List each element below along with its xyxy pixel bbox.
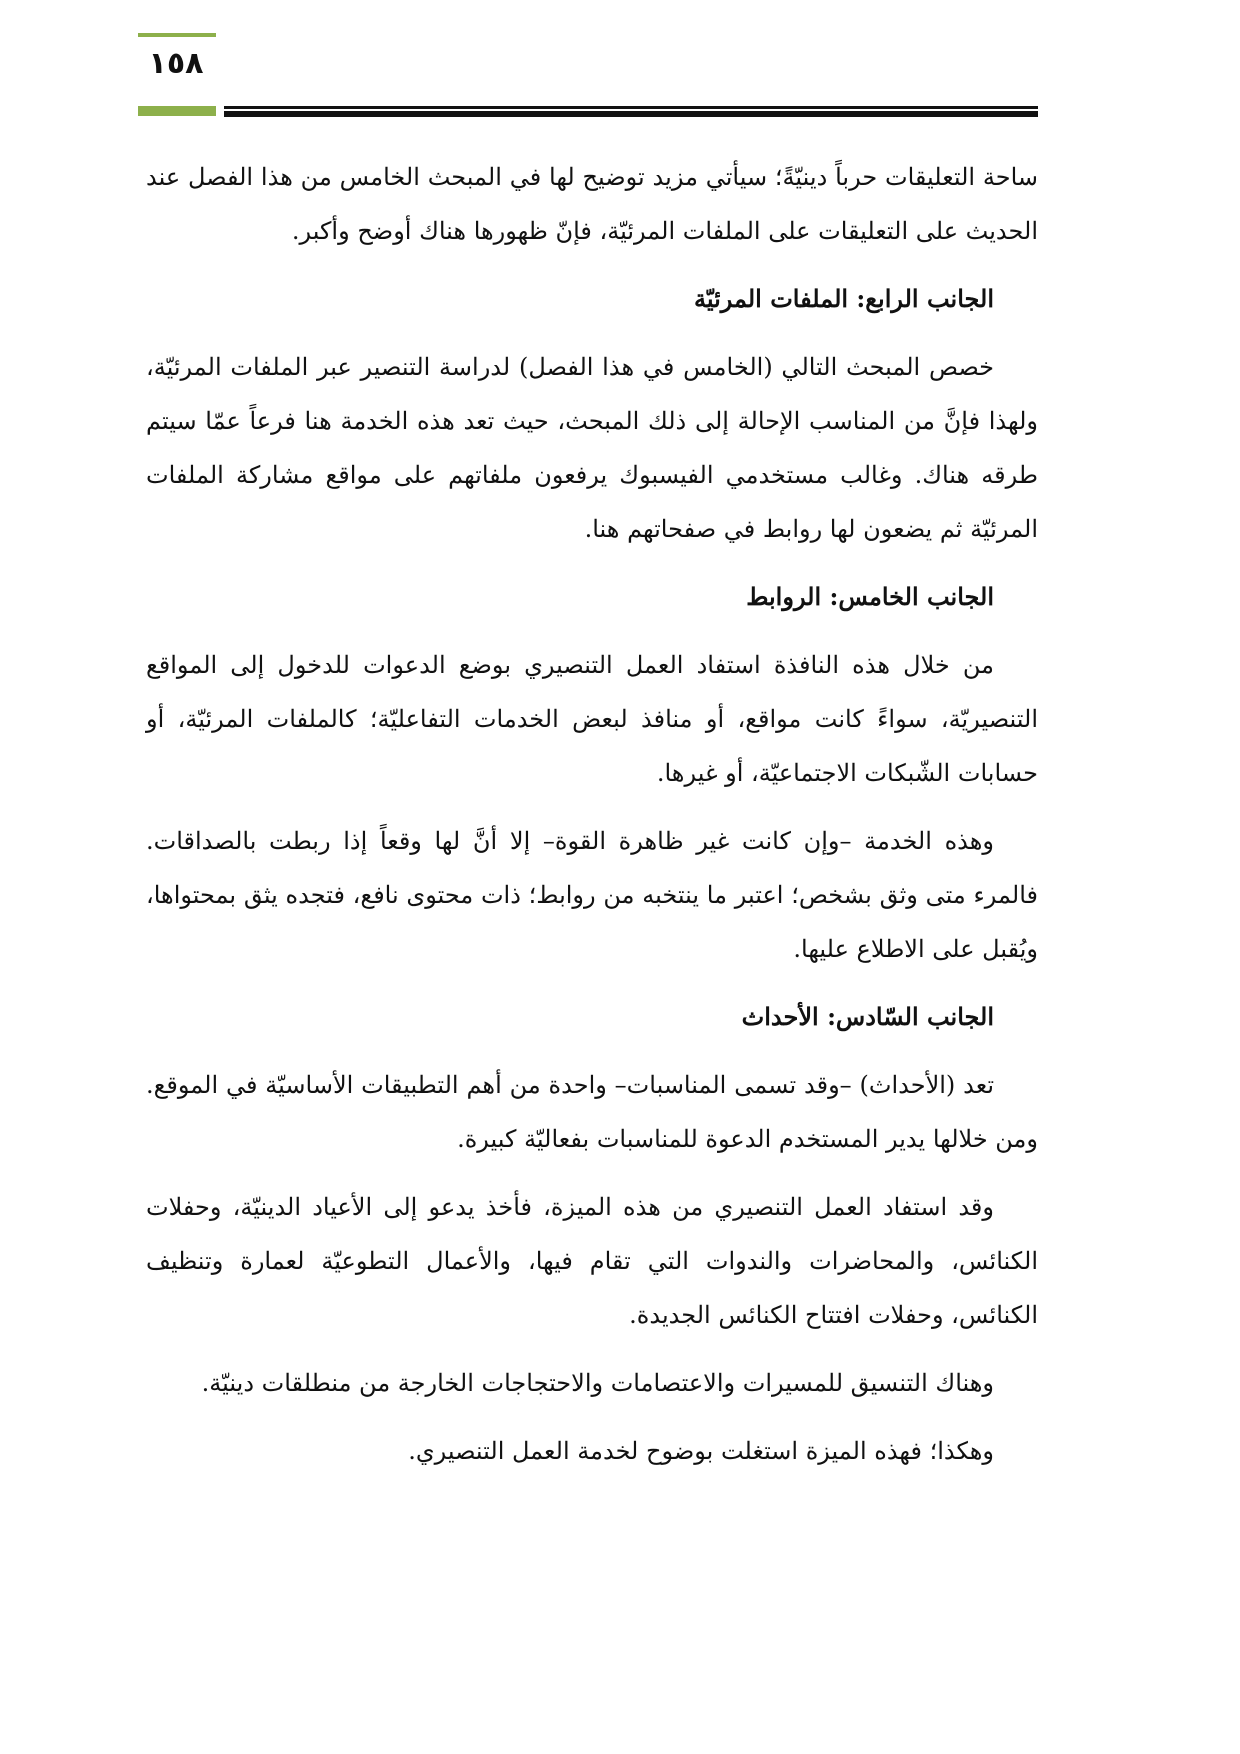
header-accent-line-top <box>138 33 216 37</box>
header-rule-thick <box>224 111 1038 117</box>
page-number: ١٥٨ <box>148 46 204 81</box>
paragraph-events: تعد (الأحداث) –وقد تسمى المناسبات– واحدة من أهم التطبيقات الأساسيّة في الموقع. ومن خلالها يدير المستخدم الدعوة للمناسبات بفعاليّة كبيرة. <box>146 1071 1038 1153</box>
paragraph-links: من خلال هذه النافذة استفاد العمل التنصيري بوضع الدعوات للدخول إلى المواقع التنصيريّة، سواءً كانت مواقع، أو منافذ لبعض الخدمات التفاعليّة؛ كالملفات المرئيّة، أو حسابات الشّبكات الاجتماعيّة، أو غيرها. <box>146 651 1038 787</box>
header-rule-thin <box>224 106 1038 109</box>
paragraph-visual-files: خصص المبحث التالي (الخامس في هذا الفصل) لدراسة التنصير عبر الملفات المرئيّة، ولهذا فإنَّ من المناسب الإحالة إلى ذلك المبحث، حيث تعد هذه الخدمة هنا فرعاً عمّا سيتم طرقه هناك. وغالب مستخدمي الفيسبوك يرفعون ملفاتهم على مواقع مشاركة الملفات المرئيّة ثم يضعون لها روابط في صفحاتهم هنا. <box>146 353 1038 543</box>
paragraph-coordination: وهناك التنسيق للمسيرات والاعتصامات والاحتجاجات الخارجة من منطلقات دينيّة. <box>201 1369 994 1397</box>
page-body <box>146 150 1038 1492</box>
paragraph-links-friendships: وهذه الخدمة –وإن كانت غير ظاهرة القوة– إلا أنَّ لها وقعاً إذا ربطت بالصداقات. فالمرء متى وثق بشخص؛ اعتبر ما ينتخبه من روابط؛ ذات محتوى نافع، فتجده يثق بمحتواها، ويُقبل على الاطلاع عليها. <box>146 827 1038 963</box>
paragraph-continuation: ساحة التعليقات حرباً دينيّةً؛ سيأتي مزيد توضيح لها في المبحث الخامس من هذا الفصل عند الحديث على التعليقات على الملفات المرئيّة، فإنّ ظهورها هناك أوضح وأكبر. <box>146 163 1039 245</box>
section-heading-fifth-aspect: الجانب الخامس: الروابط <box>746 582 994 611</box>
paragraph-events-usage: وقد استفاد العمل التنصيري من هذه الميزة، فأخذ يدعو إلى الأعياد الدينيّة، وحفلات الكنائس، والمحاضرات والندوات التي تقام فيها، والأعمال التطوعيّة لعمارة وتنظيف الكنائس، وحفلات افتتاح الكنائس الجديدة. <box>146 1193 1038 1329</box>
section-heading-sixth-aspect: الجانب السّادس: الأحداث <box>741 1002 994 1031</box>
header-accent-bar <box>138 106 216 116</box>
paragraph-conclusion: وهكذا؛ فهذه الميزة استغلت بوضوح لخدمة العمل التنصيري. <box>408 1437 994 1465</box>
section-heading-fourth-aspect: الجانب الرابع: الملفات المرئيّة <box>693 284 994 313</box>
